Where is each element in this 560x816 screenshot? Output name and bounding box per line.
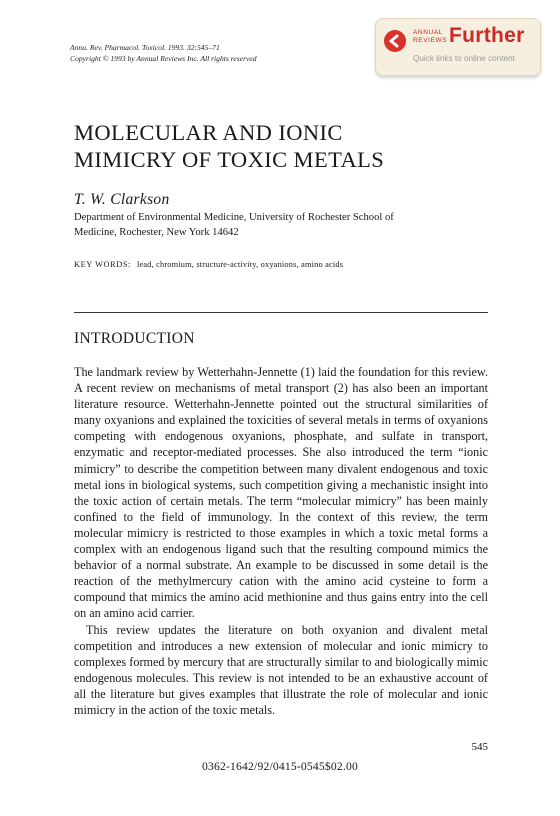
badge-annual-reviews bbox=[413, 29, 447, 45]
further-reading-icon bbox=[384, 30, 406, 52]
copyright-line: Copyright © 1993 by Annual Reviews Inc. All rights reserved bbox=[70, 54, 257, 63]
section-heading: INTRODUCTION bbox=[74, 330, 195, 347]
body-text bbox=[74, 364, 488, 718]
affiliation-line-1: Department of Environmental Medicine, University of Rochester School of bbox=[74, 212, 394, 223]
affiliation-line-2: Medicine, Rochester, New York 14642 bbox=[74, 227, 239, 238]
paragraph-1: The landmark review by Wetterhahn-Jennette (1) laid the foundation for this review. A recent review on mechanisms of metal transport (2) has also been an important literature resource. Wetterhahn-Jennette pointed out the structural similarities of many oxyanions and explained the toxicities of several metals in terms of oxyanions competing with endogenous oxyanions, phosphate, and sulfate in transport, enzymatic and receptor-mediated processes. She also introduced the term “ionic mimicry” to describe the competition between many divalent endogenous and toxic metal ions in biological systems, such competition giving a mechanistic insight into the toxic action of certain metals. The term “molecular mimicry” has been mainly confined to the field of immunology. In the context of this review, the term molecular mimicry is restricted to those examples in which a toxic metal forms a complex with an endogenous ligand such that the resulting compound mimics the behavior of a normal substrate. An example to be discussed in some detail is the reaction of the methylmercury cation with the amino acid cysteine to form a compound that mimics the amino acid methionine and thus gains entry into the cell on an amino acid carrier. bbox=[74, 365, 488, 621]
keywords-label: KEY WORDS: bbox=[74, 260, 131, 269]
running-header bbox=[70, 42, 257, 64]
badge-reviews: REVIEWS bbox=[413, 37, 448, 44]
article-title bbox=[74, 119, 454, 173]
author: T. W. Clarkson bbox=[74, 191, 170, 208]
paragraph-2: This review updates the literature on both oxyanion and divalent metal competition and introduces a new extension of molecular and ionic mimicry to complexes formed by mercury that are structurally similar to and biologically mimic endogenous molecules. This review is not intended to be an exhaustive account of all the literature but gives examples that illustrate the role of molecular and ionic mimicry in the action of the toxic metals. bbox=[74, 622, 488, 717]
article-code: 0362-1642/92/0415-0545$02.00 bbox=[202, 760, 358, 773]
title-line-1: MOLECULAR AND IONIC bbox=[74, 120, 343, 145]
keywords-list: lead, chromium, structure-activity, oxyanions, amino acids bbox=[136, 260, 344, 269]
badge-annual: ANNUAL bbox=[413, 29, 443, 36]
keywords bbox=[74, 260, 343, 269]
title-line-2: MIMICRY OF TOXIC METALS bbox=[74, 147, 385, 172]
badge-subtitle: Quick links to online content bbox=[413, 54, 515, 63]
citation-line: Annu. Rev. Pharmacol. Toxicol. 1993. 32:545–71 bbox=[70, 43, 220, 52]
further-badge[interactable] bbox=[375, 18, 541, 76]
page-number: 545 bbox=[471, 741, 488, 753]
badge-further: Further bbox=[449, 24, 525, 47]
affiliation bbox=[74, 210, 474, 240]
section-divider bbox=[74, 312, 488, 313]
